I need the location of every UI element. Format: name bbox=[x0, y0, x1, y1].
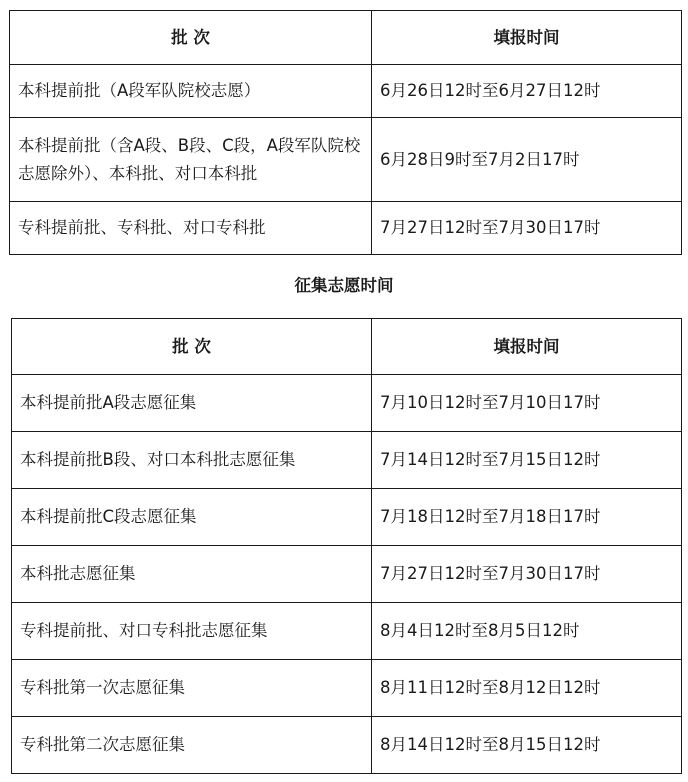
time-cell: 7月18日12时至7月18日17时 bbox=[372, 489, 682, 546]
time-cell: 8月4日12时至8月5日12时 bbox=[372, 603, 682, 660]
table-row bbox=[10, 118, 682, 202]
header-fill-time: 填报时间 bbox=[372, 11, 682, 65]
batch-cell: 专科提前批、专科批、对口专科批 bbox=[10, 202, 372, 255]
header-fill-time: 填报时间 bbox=[372, 319, 682, 375]
header-batch: 批 次 bbox=[10, 11, 372, 65]
batch-cell: 本科提前批（含A段、B段、C段，A段军队院校志愿除外）、本科批、对口本科批 bbox=[10, 118, 372, 202]
batch-cell: 本科提前批（A段军队院校志愿） bbox=[10, 65, 372, 118]
table-row bbox=[12, 489, 682, 546]
main-schedule-table bbox=[9, 10, 682, 255]
table-row bbox=[12, 660, 682, 717]
batch-cell: 本科提前批B段、对口本科批志愿征集 bbox=[12, 432, 372, 489]
time-cell: 6月26日12时至6月27日12时 bbox=[372, 65, 682, 118]
table-row bbox=[12, 375, 682, 432]
table-header-row bbox=[12, 319, 682, 375]
table-row bbox=[12, 603, 682, 660]
time-cell: 8月14日12时至8月15日12时 bbox=[372, 717, 682, 774]
table-header-row bbox=[10, 11, 682, 65]
time-cell: 6月28日9时至7月2日17时 bbox=[372, 118, 682, 202]
table-row bbox=[10, 65, 682, 118]
batch-cell: 专科批第一次志愿征集 bbox=[12, 660, 372, 717]
table-row bbox=[12, 432, 682, 489]
batch-cell: 本科提前批C段志愿征集 bbox=[12, 489, 372, 546]
batch-cell: 本科提前批A段志愿征集 bbox=[12, 375, 372, 432]
section-title: 征集志愿时间 bbox=[294, 276, 394, 295]
time-cell: 8月11日12时至8月12日12时 bbox=[372, 660, 682, 717]
header-batch: 批 次 bbox=[12, 319, 372, 375]
time-cell: 7月27日12时至7月30日17时 bbox=[372, 546, 682, 603]
batch-cell: 专科批第二次志愿征集 bbox=[12, 717, 372, 774]
batch-cell: 本科批志愿征集 bbox=[12, 546, 372, 603]
table-row bbox=[10, 202, 682, 255]
collect-schedule-table bbox=[11, 318, 682, 774]
table-row bbox=[12, 546, 682, 603]
time-cell: 7月27日12时至7月30日17时 bbox=[372, 202, 682, 255]
table-row bbox=[12, 717, 682, 774]
batch-cell: 专科提前批、对口专科批志愿征集 bbox=[12, 603, 372, 660]
time-cell: 7月14日12时至7月15日12时 bbox=[372, 432, 682, 489]
time-cell: 7月10日12时至7月10日17时 bbox=[372, 375, 682, 432]
